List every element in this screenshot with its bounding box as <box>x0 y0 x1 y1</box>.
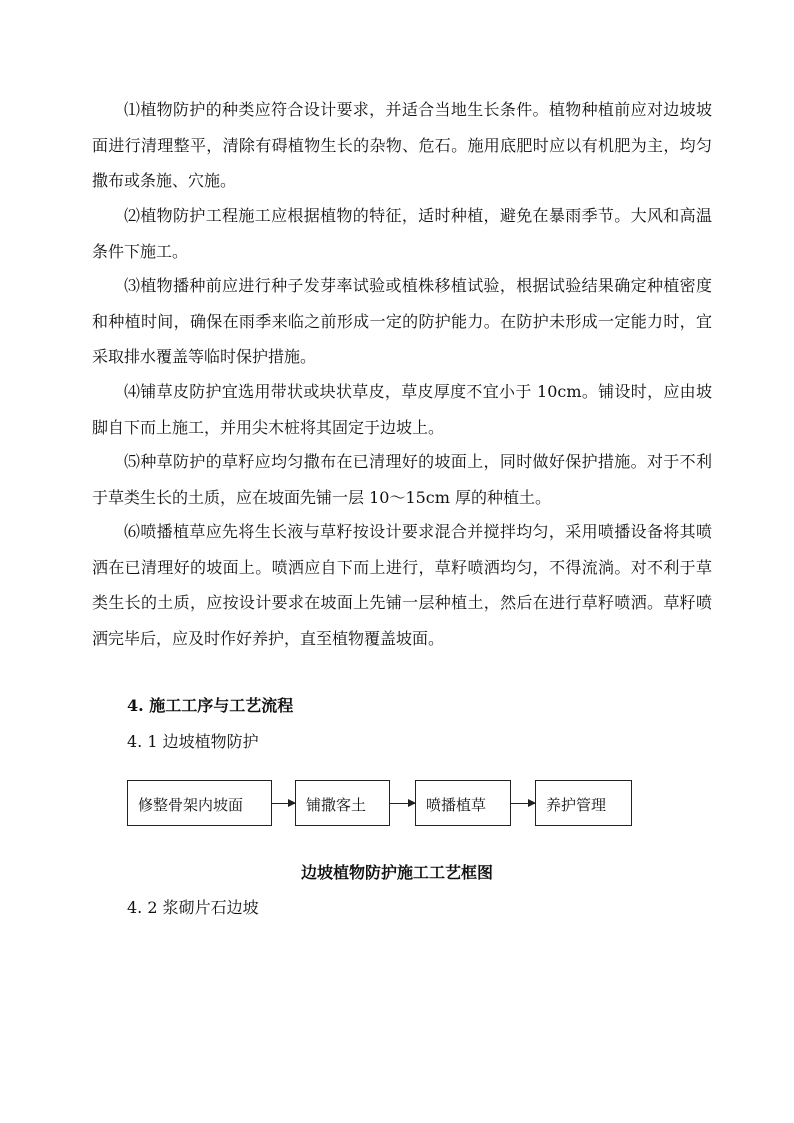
paragraph-3: ⑶植物播种前应进行种子发芽率试验或植株移植试验，根据试验结果确定种植密度和种植时间，确保在雨季来临之前形成一定的防护能力。在防护未形成一定能力时，宜采取排水覆盖等临时保护措施。 <box>92 276 712 366</box>
paragraph-2: ⑵植物防护工程施工应根据植物的特征，适时种植，避免在暴雨季节。大风和高温条件下施工。 <box>92 206 712 261</box>
flow-arrow-1 <box>272 803 295 804</box>
flow-step-1: 修整骨架内坡面 <box>127 780 272 826</box>
paragraph-6: ⑹喷播植草应先将生长液与草籽按设计要求混合并搅拌均匀，采用喷播设备将其喷洒在已清理好的坡面上。喷洒应自下而上进行，草籽喷洒均匀，不得流淌。对不利于草类生长的土质，应按设计要求在坡面上先铺一层种植土，然后在进行草籽喷洒。草籽喷洒完毕后，应及时作好养护，直至植物覆盖坡面。 <box>92 522 712 648</box>
subsection-title-4-1: 4. 1 边坡植物防护 <box>127 732 259 751</box>
flow-step-3: 喷播植草 <box>415 780 511 826</box>
subsection-title-4-2: 4. 2 浆砌片石边坡 <box>127 898 259 917</box>
section-heading: 4. 施工工序与工艺流程 <box>127 696 294 715</box>
paragraph-1: ⑴植物防护的种类应符合设计要求，并适合当地生长条件。植物种植前应对边坡坡面进行清理整平，清除有碍植物生长的杂物、危石。施用底肥时应以有机肥为主，均匀撒布或条施、穴施。 <box>92 100 712 190</box>
flow-step-4: 养护管理 <box>535 780 632 826</box>
paragraph-5: ⑸种草防护的草籽应均匀撒布在已清理好的坡面上，同时做好保护措施。对于不利于草类生长的土质，应在坡面先铺一层 10～15cm 厚的种植土。 <box>92 452 712 507</box>
paragraph-4: ⑷铺草皮防护宜选用带状或块状草皮，草皮厚度不宜小于 10cm。铺设时，应由坡脚自下而上施工，并用尖木桩将其固定于边坡上。 <box>92 382 712 437</box>
flow-arrow-3 <box>511 803 535 804</box>
flow-step-2: 铺撒客土 <box>295 780 390 826</box>
figure-caption: 边坡植物防护施工工艺框图 <box>300 863 493 882</box>
flow-arrow-2 <box>390 803 415 804</box>
